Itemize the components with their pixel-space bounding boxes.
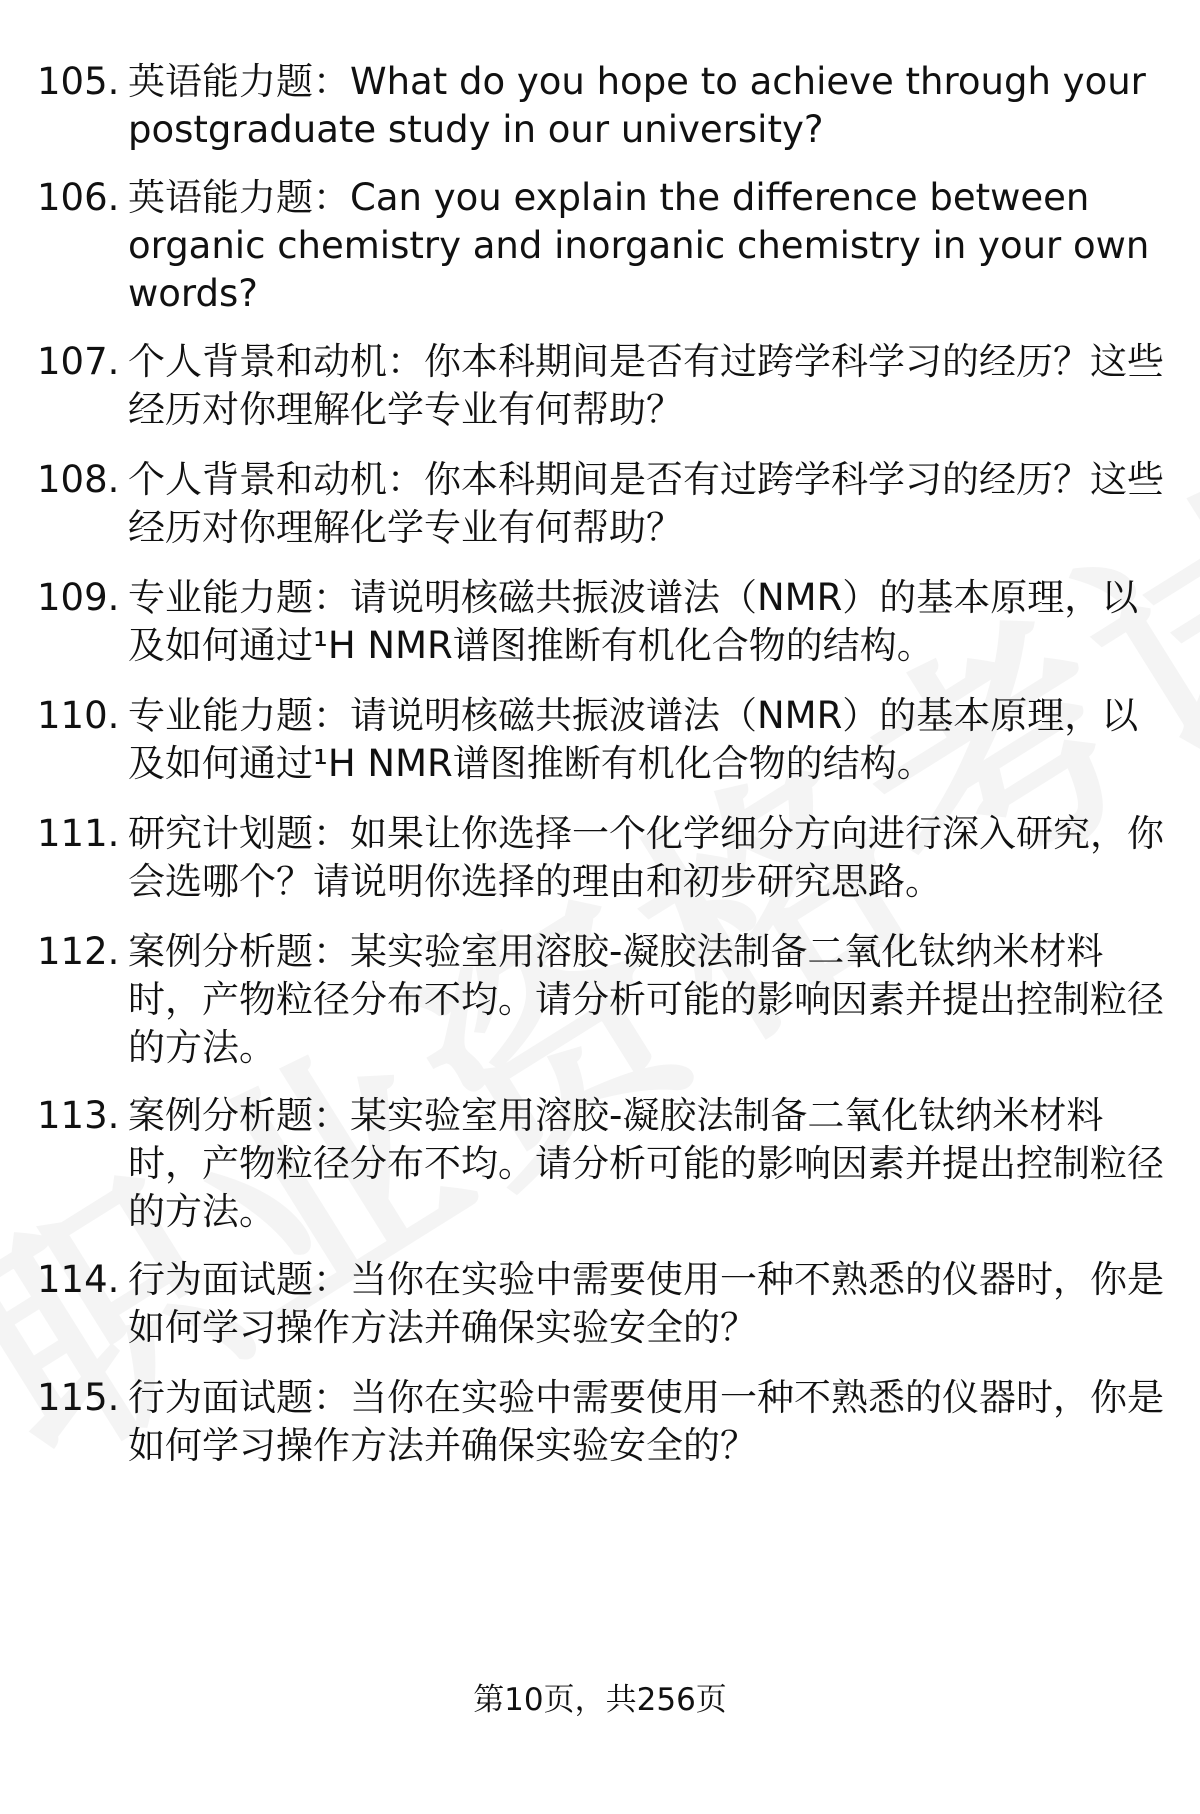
question-text: 个人背景和动机：你本科期间是否有过跨学科学习的经历？这些经历对你理解化学专业有何帮助？ bbox=[128, 340, 1164, 431]
page-footer bbox=[0, 1680, 1200, 1720]
page-number: 第10页，共256页 bbox=[473, 1682, 727, 1718]
question-text: 个人背景和动机：你本科期间是否有过跨学科学习的经历？这些经历对你理解化学专业有何帮助？ bbox=[128, 458, 1164, 549]
question-text: 研究计划题：如果让你选择一个化学细分方向进行深入研究，你会选哪个？请说明你选择的理由和初步研究思路。 bbox=[128, 812, 1164, 903]
question-number: 105. bbox=[37, 60, 120, 103]
question-text: 英语能力题：Can you explain the difference between organic chemistry and inorganic chemistry in your own words? bbox=[128, 176, 1150, 315]
question-number: 107. bbox=[37, 340, 120, 383]
question-text: 英语能力题：What do you hope to achieve through your postgraduate study in our university? bbox=[128, 60, 1146, 151]
question-text: 案例分析题：某实验室用溶胶-凝胶法制备二氧化钛纳米材料时，产物粒径分布不均。请分析可能的影响因素并提出控制粒径的方法。 bbox=[128, 930, 1164, 1069]
question-number: 112. bbox=[37, 930, 120, 973]
question-text: 案例分析题：某实验室用溶胶-凝胶法制备二氧化钛纳米材料时，产物粒径分布不均。请分析可能的影响因素并提出控制粒径的方法。 bbox=[128, 1094, 1164, 1233]
question-number: 109. bbox=[37, 576, 120, 619]
question-number: 113. bbox=[37, 1094, 120, 1137]
question-number: 108. bbox=[37, 458, 120, 501]
question-number: 114. bbox=[37, 1258, 120, 1301]
question-number: 111. bbox=[37, 812, 120, 855]
question-number: 110. bbox=[37, 694, 120, 737]
question-number: 106. bbox=[37, 176, 120, 219]
question-number: 115. bbox=[37, 1376, 120, 1419]
question-text: 行为面试题：当你在实验中需要使用一种不熟悉的仪器时，你是如何学习操作方法并确保实验安全的？ bbox=[128, 1258, 1164, 1349]
question-text: 专业能力题：请说明核磁共振波谱法（NMR）的基本原理，以及如何通过¹H NMR谱图推断有机化合物的结构。 bbox=[128, 694, 1139, 785]
question-text: 专业能力题：请说明核磁共振波谱法（NMR）的基本原理，以及如何通过¹H NMR谱图推断有机化合物的结构。 bbox=[128, 576, 1139, 667]
question-text: 行为面试题：当你在实验中需要使用一种不熟悉的仪器时，你是如何学习操作方法并确保实验安全的？ bbox=[128, 1376, 1164, 1467]
